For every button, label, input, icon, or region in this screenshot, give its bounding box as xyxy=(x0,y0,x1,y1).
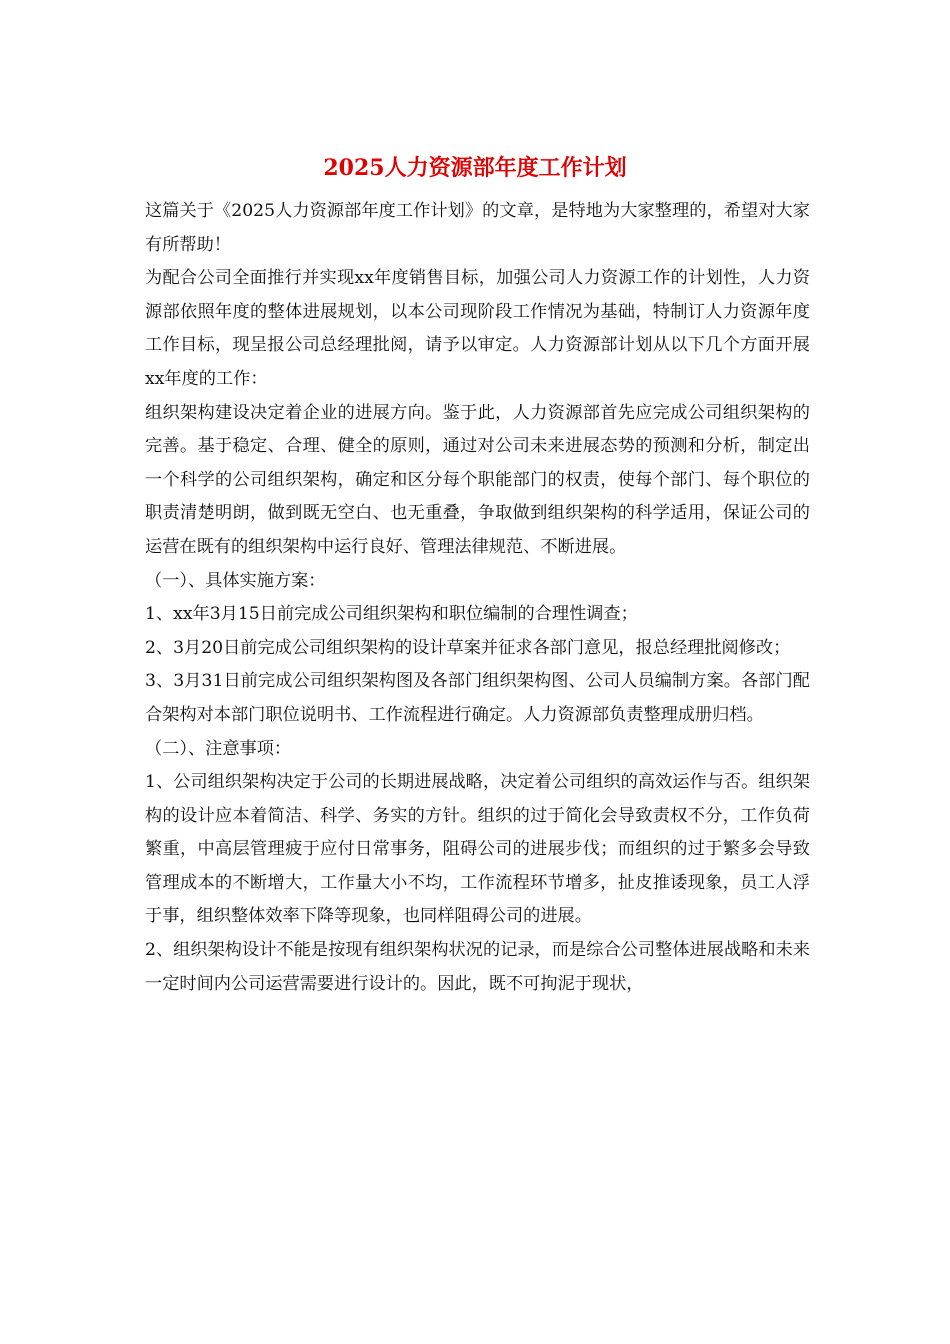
paragraph-purpose: 为配合公司全面推行并实现xx年度销售目标，加强公司人力资源工作的计划性，人力资源部依照年度的整体进展规划，以本公司现阶段工作情况为基础，特制订人力资源年度工作目标，现呈报公司总经理批阅，请予以审定。人力资源部计划从以下几个方面开展xx年度的工作： xyxy=(145,268,810,389)
document-title: 2025人力资源部年度工作计划 xyxy=(323,155,627,181)
section-heading-plan: （一）、具体实施方案： xyxy=(145,570,326,591)
paragraph-intro: 这篇关于《2025人力资源部年度工作计划》的文章，是特地为大家整理的，希望对大家有所帮助！ xyxy=(145,201,810,255)
plan-item-3: 3、3月31日前完成公司组织架构图及各部门组织架构图、公司人员编制方案。各部门配合架构对本部门职位说明书、工作流程进行确定。人力资源部负责整理成册归档。 xyxy=(145,671,810,725)
note-item-1: 1、公司组织架构决定于公司的长期进展战略，决定着公司组织的高效运作与否。组织架构的设计应本着简洁、科学、务实的方针。组织的过于简化会导致责权不分，工作负荷繁重，中高层管理疲于应付日常事务，阻碍公司的进展步伐；而组织的过于繁多会导致管理成本的不断增大，工作量大小不均，工作流程环节增多，扯皮推诿现象，员工人浮于事，组织整体效率下降等现象，也同样阻碍公司的进展。 xyxy=(145,772,810,927)
note-item-2: 2、组织架构设计不能是按现有组织架构状况的记录，而是综合公司整体进展战略和未来一定时间内公司运营需要进行设计的。因此，既不可拘泥于现状， xyxy=(145,940,810,994)
section-heading-notes: （二）、注意事项： xyxy=(145,738,292,759)
document-body xyxy=(145,195,810,1001)
plan-item-2: 2、3月20日前完成公司组织架构的设计草案并征求各部门意见，报总经理批阅修改； xyxy=(145,637,791,658)
plan-item-1: 1、xx年3月15日前完成公司组织架构和职位编制的合理性调查； xyxy=(145,604,638,625)
paragraph-org-structure: 组织架构建设决定着企业的进展方向。鉴于此，人力资源部首先应完成公司组织架构的完善。基于稳定、合理、健全的原则，通过对公司未来进展态势的预测和分析，制定出一个科学的公司组织架构，确定和区分每个职能部门的权责，使每个部门、每个职位的职责清楚明朗，做到既无空白、也无重叠，争取做到组织架构的科学适用，保证公司的运营在既有的组织架构中运行良好、管理法律规范、不断进展。 xyxy=(145,402,810,557)
